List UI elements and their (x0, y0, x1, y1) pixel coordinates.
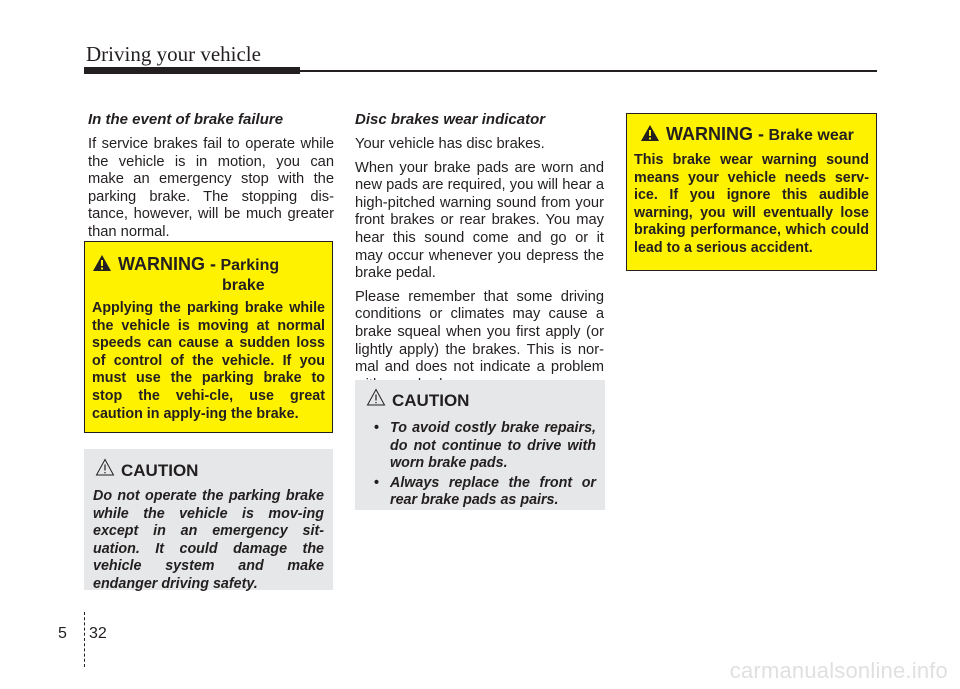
brake-failure-paragraph: If service brakes fail to operate while the vehicle is in motion, you can make an emergency stop with the parking brake. The stopping dis-tance, however, will be much greater than normal. (88, 136, 334, 240)
brake-failure-heading: In the event of brake failure (88, 111, 284, 128)
warning-parking-box (84, 241, 333, 433)
watermark: carmanualsonline.info (729, 658, 948, 683)
header-rule-thin (300, 70, 877, 72)
page-number: 32 (89, 625, 107, 642)
caution-disc-item-2: • Always replace the front or rear brake pads as pairs. (364, 475, 596, 510)
caution-parking-text: Do not operate the parking brake while the vehicle is mov-ing except in an emergency sit-uation. It could damage the vehicle system and make endanger driving safety. (93, 488, 324, 592)
caution-label: CAUTION (392, 391, 470, 410)
warning-parking-title (118, 254, 279, 296)
caution-parking-box (84, 449, 333, 590)
warning-wear-text: This brake wear warning sound means your vehicle needs serv-ice. If you ignore this audible warning, you will eventually lose braking performance, which could lead to a serious accident. (634, 152, 869, 256)
warning-label: WARNING - (118, 254, 216, 274)
disc-brakes-heading: Disc brakes wear indicator (355, 111, 546, 128)
caution-triangle-icon (366, 388, 386, 406)
warning-wear-box (626, 113, 877, 271)
brake-failure-section (88, 111, 334, 248)
caution-parking-head (93, 458, 324, 484)
warning-wear-head (634, 124, 869, 146)
warning-triangle-icon (640, 124, 660, 142)
warning-parking-text: Applying the parking brake while the vehicle is moving at normal speeds can cause a sudden loss of control of the vehicle. If you must use the parking brake to stop the vehi-cle, use great caution in apply-ing the brake. (92, 300, 325, 422)
chapter-number: 5 (58, 625, 67, 642)
warning-parking-head (92, 254, 325, 296)
warning-subject: Parking (220, 257, 280, 274)
disc-brakes-section (355, 111, 604, 400)
warning-label: WARNING - (666, 124, 764, 144)
caution-label: CAUTION (121, 461, 199, 480)
header-rule-thick (84, 67, 300, 74)
warning-subject-line2: brake (222, 277, 265, 294)
caution-disc-list (364, 420, 596, 510)
caution-disc-box (355, 380, 605, 510)
warning-triangle-icon (92, 254, 112, 272)
disc-brakes-paragraph-3: Please remember that some driving conditions or climates may cause a brake squeal when you first apply (or lightly apply) the brakes. This is nor-mal and does not indicate a problem (355, 288, 604, 376)
disc-brakes-paragraph-1: Your vehicle has disc brakes. (355, 136, 545, 152)
folio-divider (84, 612, 85, 667)
caution-triangle-icon (95, 458, 115, 476)
header-title: Driving your vehicle (86, 42, 261, 66)
caution-disc-head (364, 388, 596, 414)
disc-brakes-paragraph-2: When your brake pads are worn and new pads are required, you will hear a high-pitched warning sound from your front brakes or rear brakes. You may hear this sound come and go or it may occur whenever you depress the brake pedal. (355, 159, 604, 282)
warning-subject: Brake wear (768, 127, 854, 144)
caution-disc-item-1: • To avoid costly brake repairs, do not continue to drive with worn brake pads. (364, 420, 596, 473)
